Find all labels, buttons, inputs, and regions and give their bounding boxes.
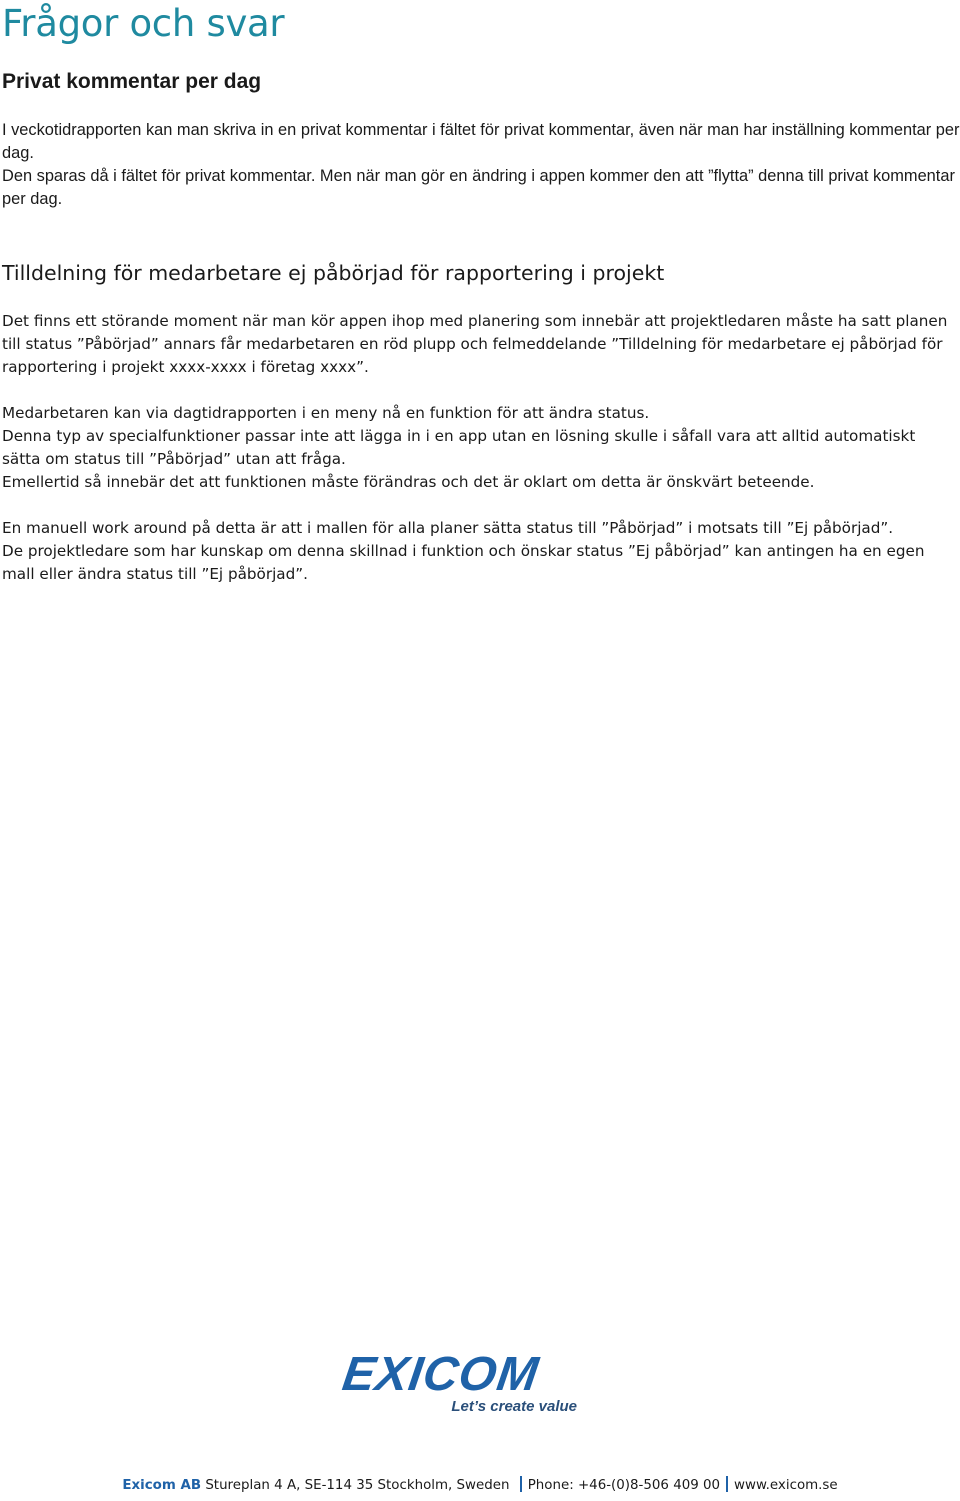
logo-tagline: Let’s create value [451,1398,577,1415]
paragraph-line: Denna typ av specialfunktioner passar inte att lägga in i en app utan en lösning skulle i såfall vara att alltid automatiskt sätta om status till ”Påbörjad” utan att fråga. [2,427,916,468]
paragraph: Det finns ett störande moment när man kör appen ihop med planering som innebär att projektledaren måste ha satt planen till status ”Påbörjad” annars får medarbetaren en röd plupp och felmeddelande ”Tilldelning för medarbetare ej påbörjad för rapportering i projekt xxxx-xxxx i företag xxxx”. [2,312,948,376]
footer-address: Stureplan 4 A, SE-114 35 Stockholm, Sweden [205,1478,510,1493]
paragraph-line: Emellertid så innebär det att funktionen måste förändras och det är oklart om detta är önskvärt beteende. [2,473,815,491]
paragraph-line: De projektledare som har kunskap om denna skillnad i funktion och önskar status ”Ej påbörjad” kan antingen ha en egen mall eller ändra status till ”Ej påbörjad”. [2,542,925,583]
footer [0,1476,960,1496]
section-body-private-comment [2,119,960,211]
logo-wordmark: EXICOM [339,1348,543,1401]
paragraph-line: Medarbetaren kan via dagtidrapporten i en meny nå en funktion för att ändra status. [2,404,650,422]
page-title: Frågor och svar [2,2,285,45]
section-heading-assignment: Tilldelning för medarbetare ej påbörjad för rapportering i projekt [2,261,665,285]
footer-phone: Phone: +46-(0)8-506 409 00 [527,1478,721,1493]
footer-website[interactable]: www.exicom.se [734,1478,838,1493]
footer-company: Exicom AB [122,1478,202,1493]
footer-divider [520,1476,522,1492]
paragraph-line: I veckotidrapporten kan man skriva in en privat kommentar i fältet för privat kommentar, även när man har inställning kommentar per dag. [2,121,960,162]
section-body-assignment [2,310,958,586]
exicom-logo [339,1348,583,1419]
section-heading-private-comment: Privat kommentar per dag [2,70,262,93]
paragraph-line: Den sparas då i fältet för privat kommentar. Men när man gör en ändring i appen kommer den att ”flytta” denna till privat kommentar per dag. [2,167,955,208]
paragraph-spacer [2,379,958,402]
paragraph-spacer [2,494,958,517]
paragraph-line: En manuell work around på detta är att i mallen för alla planer sätta status till ”Påbörjad” i motsats till ”Ej påbörjad”. [2,519,894,537]
footer-divider [726,1476,728,1492]
